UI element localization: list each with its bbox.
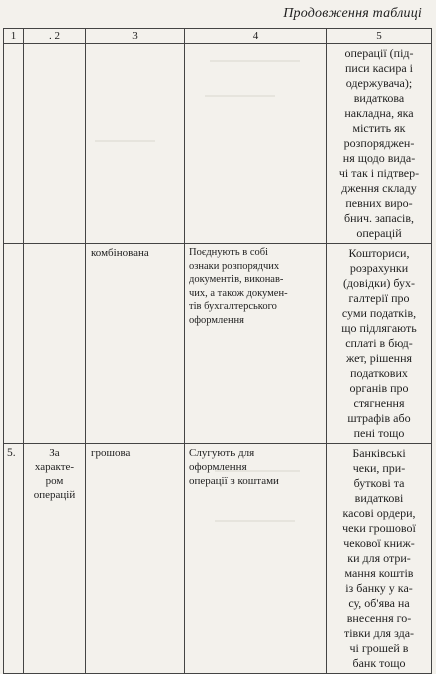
examples-cell: операції (під- писи касира і одержувача); видаткова накладна, яка містить як розпоряджен- ня щодо вида- чі так і підтвер- дження складу певних виро- бнич. запасів, операцій: [327, 44, 432, 244]
document-table: [3, 28, 432, 674]
column-number-cell: 5: [327, 29, 432, 44]
column-number-cell: 3: [86, 29, 185, 44]
table-row: [4, 444, 432, 674]
document-type-cell: [86, 44, 185, 244]
criterion-cell: [24, 244, 86, 444]
table-continuation-title: Продовження таблиці: [283, 6, 422, 21]
examples-cell: Кошториси, розрахунки (довідки) бух- галтерії про суми податків, що підлягають сплаті в бюд- жет, рішення податкових органів про стягнення штрафів або пені тощо: [327, 244, 432, 444]
column-number-cell: 1: [4, 29, 24, 44]
criterion-cell: За характe- ром операцій: [24, 444, 86, 674]
examples-cell: Банківські чеки, при- буткові та видаткові касові ордери, чеки грошової чекової книж- ки для отри- мання коштів із банку у ка- су, об'ява на внесення го- тівки для зда- чі грошей в банк тощо: [327, 444, 432, 674]
criterion-cell: [24, 44, 86, 244]
document-type-cell: комбінована: [86, 244, 185, 444]
row-number-cell: [4, 44, 24, 244]
column-number-cell: 4: [185, 29, 327, 44]
table-row: [4, 244, 432, 444]
document-type-cell: грошова: [86, 444, 185, 674]
table-row: [4, 44, 432, 244]
column-number-cell: . 2: [24, 29, 86, 44]
description-cell: [185, 44, 327, 244]
row-number-cell: 5.: [4, 444, 24, 674]
column-number-row: [4, 29, 432, 44]
description-cell: Поєднують в собі ознаки розпорядчих документів, виконав- чих, а також докумен- тів бухгалтерського оформлення: [185, 244, 327, 444]
row-number-cell: [4, 244, 24, 444]
description-cell: Слугують для оформлення операції з коштами: [185, 444, 327, 674]
